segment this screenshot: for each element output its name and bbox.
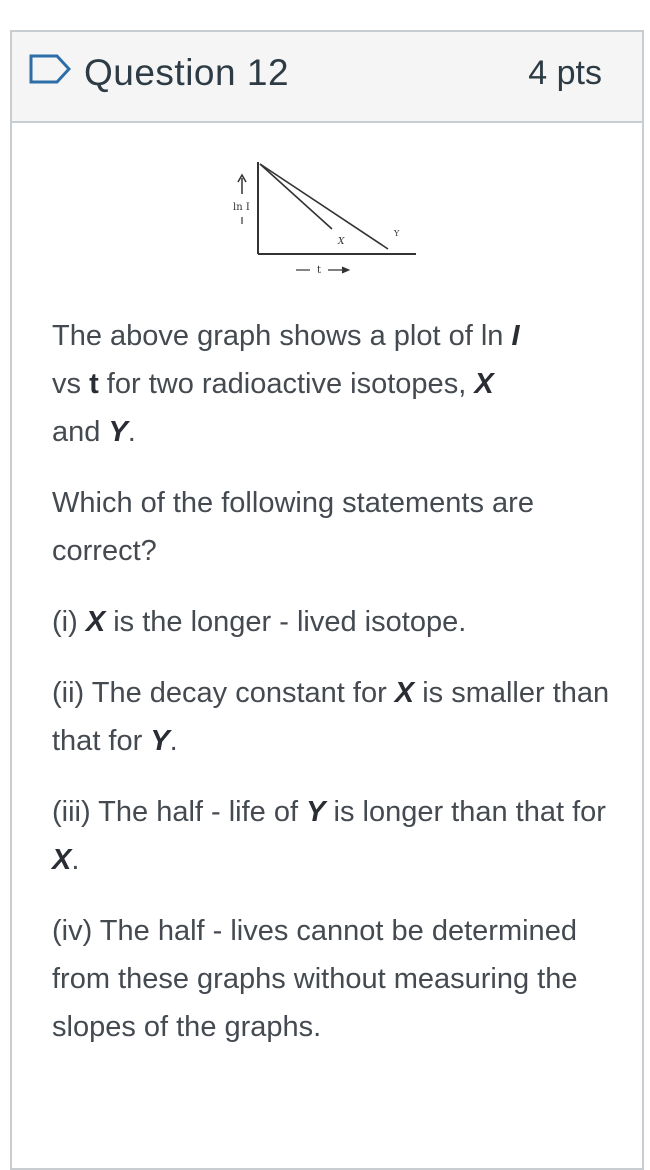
statement-iii bbox=[52, 788, 622, 884]
decay-graph bbox=[228, 152, 418, 287]
text-span: . bbox=[169, 725, 178, 757]
x-arrow-head bbox=[342, 267, 349, 273]
line-x-label: X bbox=[338, 237, 345, 247]
x-axis-label: t bbox=[317, 265, 322, 276]
question-card bbox=[10, 30, 644, 1170]
text-span: is longer than that for bbox=[325, 796, 606, 828]
bold-X: X bbox=[52, 844, 72, 876]
question-title: Question 12 bbox=[84, 52, 290, 93]
bold-X: X bbox=[474, 368, 494, 400]
bold-X: X bbox=[394, 677, 415, 709]
text-span: Which of the following statements are correct? bbox=[52, 487, 534, 567]
question-header bbox=[12, 32, 642, 123]
text-span: . bbox=[127, 416, 136, 448]
text-span: vs bbox=[52, 368, 90, 400]
bold-italic-I: I bbox=[511, 320, 520, 352]
text-span: (iv) The half - lives cannot be determined from these graphs without measuring the slopes of the graphs. bbox=[52, 915, 578, 1043]
text-span: for two radioactive isotopes, bbox=[98, 368, 475, 400]
paragraph-question bbox=[52, 479, 622, 575]
line-x bbox=[260, 164, 332, 229]
text-span: (iii) The half - life of bbox=[52, 796, 307, 828]
bold-Y: Y bbox=[108, 416, 128, 448]
paragraph-description bbox=[52, 312, 622, 456]
text-span: and bbox=[52, 416, 109, 448]
statement-ii bbox=[52, 669, 622, 765]
bold-t: t bbox=[89, 368, 99, 400]
statement-i bbox=[52, 598, 622, 646]
bold-Y: Y bbox=[306, 796, 326, 828]
statement-iv bbox=[52, 907, 622, 1051]
text-span: The above graph shows a plot of ln bbox=[52, 320, 512, 352]
bold-X: X bbox=[85, 606, 106, 638]
line-y bbox=[260, 164, 388, 249]
question-text bbox=[52, 312, 622, 1074]
text-span: . bbox=[71, 844, 80, 876]
flag-icon[interactable] bbox=[29, 54, 71, 84]
bold-Y: Y bbox=[150, 725, 170, 757]
text-span: (ii) The decay constant for bbox=[52, 677, 395, 709]
text-span: (i) bbox=[52, 606, 86, 638]
text-span: is smaller than that for bbox=[52, 677, 610, 757]
line-y-label: Y bbox=[394, 229, 400, 238]
y-axis-label: ln I bbox=[233, 202, 250, 213]
question-points: 4 pts bbox=[528, 54, 602, 92]
text-span: is the longer - lived isotope. bbox=[105, 606, 467, 638]
